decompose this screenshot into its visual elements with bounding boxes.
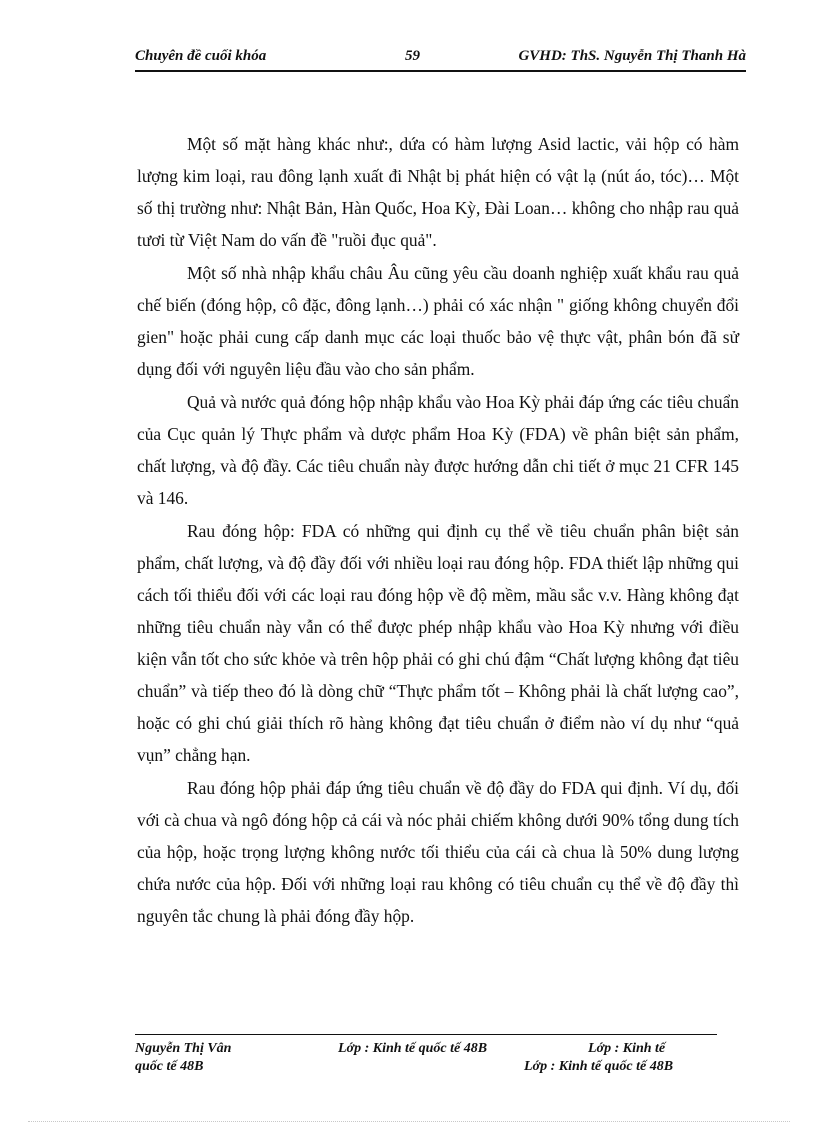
page-bottom-border bbox=[28, 1121, 790, 1122]
page-number: 59 bbox=[405, 48, 420, 64]
footer-class: Lớp : Kinh tế quốc tế 48B bbox=[524, 1059, 674, 1074]
header-course-title: Chuyên đề cuối khóa bbox=[135, 48, 267, 64]
header-supervisor: GVHD: ThS. Nguyễn Thị Thanh Hà bbox=[518, 48, 746, 64]
footer-author: Nguyễn Thị Vân bbox=[135, 1041, 232, 1056]
paragraph: Quả và nước quả đóng hộp nhập khẩu vào Hoa Kỳ phải đáp ứng các tiêu chuẩn của Cục quản lý Thực phẩm và dược phẩm Hoa Kỳ (FDA) về phân biệt sản phẩm, chất lượng, và độ đầy. Các tiêu chuẩn này được hướng dẫn chi tiết ở mục 21 CFR 145 và 146. bbox=[137, 392, 739, 508]
header-divider bbox=[135, 70, 746, 72]
paragraph: Một số mặt hàng khác như:, dứa có hàm lượng Asid lactic, vải hộp có hàm lượng kim loại, rau đông lạnh xuất đi Nhật bị phát hiện có vật lạ (nút áo, tóc)… Một số thị trường như: Nhật Bản, Hàn Quốc, Hoa Kỳ, Đài Loan… không cho nhập rau quả tươi từ Việt Nam do vấn đề "ruồi đục quả". bbox=[137, 134, 739, 250]
footer-class: Lớp : Kinh tế bbox=[588, 1041, 666, 1056]
footer-divider bbox=[135, 1034, 717, 1035]
document-body bbox=[137, 128, 739, 933]
paragraph: Rau đóng hộp: FDA có những qui định cụ thể về tiêu chuẩn phân biệt sản phẩm, chất lượng, và độ đầy đối với nhiều loại rau đóng hộp. FDA thiết lập những qui cách tối thiểu đối với các loại rau đóng hộp về độ mềm, mầu sắc v.v. Hàng không đạt những tiêu chuẩn này vẫn có thể được phép nhập khẩu vào Hoa Kỳ nhưng với điều kiện vẫn tốt cho sức khỏe và trên hộp phải có ghi chú đậm “Chất lượng không đạt tiêu chuẩn” và tiếp theo đó là dòng chữ “Thực phẩm tốt – Không phải là chất lượng cao”, hoặc có ghi chú giải thích rõ hàng không đạt tiêu chuẩn ở điểm nào ví dụ như “quả vụn” chẳng hạn. bbox=[137, 521, 739, 765]
footer-class: Lớp : Kinh tế quốc tế 48B bbox=[338, 1041, 488, 1056]
paragraph: Một số nhà nhập khẩu châu Âu cũng yêu cầu doanh nghiệp xuất khẩu rau quả chế biến (đóng hộp, cô đặc, đông lạnh…) phải có xác nhận " giống không chuyển đổi gien" hoặc phải cung cấp danh mục các loại thuốc bảo vệ thực vật, phân bón đã sử dụng đối với nguyên liệu đầu vào cho sản phẩm. bbox=[137, 263, 739, 379]
footer-class-continued: quốc tế 48B bbox=[135, 1059, 204, 1074]
paragraph: Rau đóng hộp phải đáp ứng tiêu chuẩn về độ đầy do FDA qui định. Ví dụ, đối với cà chua và ngô đóng hộp cả cái và nóc phải chiếm không dưới 90% tổng dung tích của hộp, hoặc trọng lượng không nước tối thiểu của cái cà chua là 50% dung lượng chứa nước của hộp. Đối với những loại rau không có tiêu chuẩn cụ thể về độ đầy thì nguyên tắc chung là phải đóng đầy hộp. bbox=[137, 778, 739, 926]
page-header bbox=[135, 48, 746, 70]
